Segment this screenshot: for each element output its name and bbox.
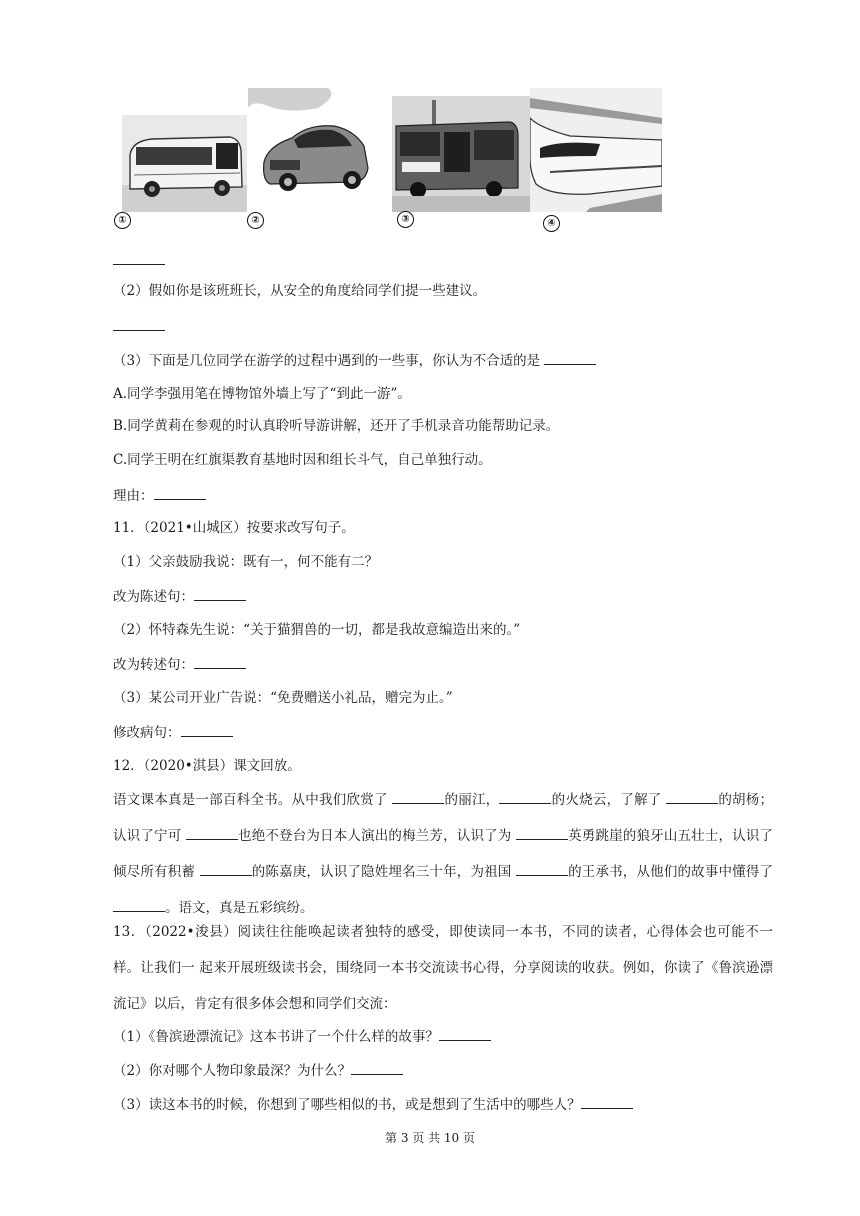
image-label-4: ④ — [543, 215, 560, 232]
answer-blank[interactable] — [113, 264, 165, 265]
answer-blank[interactable] — [439, 1026, 491, 1041]
answer-blank[interactable] — [113, 330, 165, 331]
q11-title: 11．（2021•山城区）按要求改写句子。 — [113, 520, 355, 536]
q11-s1-task: 改为陈述句： — [113, 586, 246, 607]
answer-blank[interactable] — [351, 1060, 403, 1075]
sedan-car-image — [248, 88, 378, 212]
answer-blank[interactable] — [154, 485, 206, 500]
q13-s3: （3）读这本书的时候，你想到了哪些相似的书，或是想到了生活中的哪些人？ — [113, 1094, 633, 1115]
q10-sub2: （2）假如你是该班班长，从安全的角度给同学们提一些建议。 — [113, 283, 487, 299]
answer-blank[interactable] — [666, 789, 718, 804]
answer-blank[interactable] — [200, 861, 252, 876]
answer-blank[interactable] — [181, 722, 233, 737]
high-speed-train-image — [530, 88, 662, 212]
answer-blank[interactable] — [516, 861, 568, 876]
image-label-1: ① — [114, 212, 131, 229]
q13-s1: （1）《鲁滨逊漂流记》这本书讲了一个什么样的故事？ — [113, 1026, 491, 1047]
answer-blank[interactable] — [516, 825, 568, 840]
q11-s1: （1）父亲鼓励我说：既有一，何不能有二？ — [113, 554, 379, 570]
q12-title: 12．（2020•淇县）课文回放。 — [113, 758, 301, 774]
image-label-2: ② — [247, 212, 264, 229]
q11-s2: （2）怀特森先生说：“关于猫猬兽的一切，都是我故意编造出来的。” — [113, 622, 521, 638]
answer-blank[interactable] — [499, 789, 551, 804]
answer-blank[interactable] — [544, 350, 596, 365]
q10-option-b: B.同学黄莉在参观的时认真聆听导游讲解，还开了手机录音功能帮助记录。 — [113, 418, 560, 434]
q10-option-c: C.同学王明在红旗渠教育基地时因和组长斗气，自己单独行动。 — [113, 452, 492, 468]
image-label-3: ③ — [397, 211, 414, 228]
q11-s3: （3）某公司开业广告说：“免费赠送小礼品，赠完为止。” — [113, 690, 453, 706]
answer-blank[interactable] — [194, 654, 246, 669]
answer-blank[interactable] — [392, 789, 444, 804]
q10-reason: 理由： — [113, 485, 206, 506]
answer-blank[interactable] — [581, 1094, 633, 1109]
q11-s3-task: 修改病句： — [113, 722, 233, 743]
q13-paragraph: 13．（2022•浚县）阅读往往能唤起读者独特的感受，即使读同一本书，不同的读者，心得体会也可能不一样。让我们一 起来开展班级读书会，围绕同一本书交流读书心得，分享阅读的收获。例如，你读了《鲁滨逊漂流记》以后，肯定有很多体会想和同学们交流： — [113, 924, 773, 1012]
q10-sub3: （3）下面是几位同学在游学的过程中遇到的一些事，你认为不合适的是 — [113, 350, 596, 371]
answer-blank[interactable] — [186, 825, 238, 840]
q13-s2: （2）你对哪个人物印象最深？为什么？ — [113, 1060, 403, 1081]
page-footer: 第 3 页 共 10 页 — [385, 1131, 475, 1145]
coach-bus-image — [122, 115, 247, 212]
answer-blank[interactable] — [113, 897, 165, 912]
city-bus-image — [392, 96, 530, 212]
q11-s2-task: 改为转述句： — [113, 654, 246, 675]
q12-paragraph: 语文课本真是一部百科全书。从中我们欣赏了 的丽江， 的火烧云，了解了 的胡杨；认识了宁可 也绝不登台为日本人演出的梅兰芳，认识了为 英勇跳崖的狼牙山五壮士，认识了倾尽所有积蓄 的陈嘉庚，认识了隐姓埋名三十年，为祖国 的王承书，从他们的故事中懂得了 。语文，真是五彩缤纷。 — [113, 782, 773, 926]
q10-option-a: A.同学李强用笔在博物馆外墙上写了“到此一游”。 — [113, 386, 411, 402]
answer-blank[interactable] — [194, 586, 246, 601]
